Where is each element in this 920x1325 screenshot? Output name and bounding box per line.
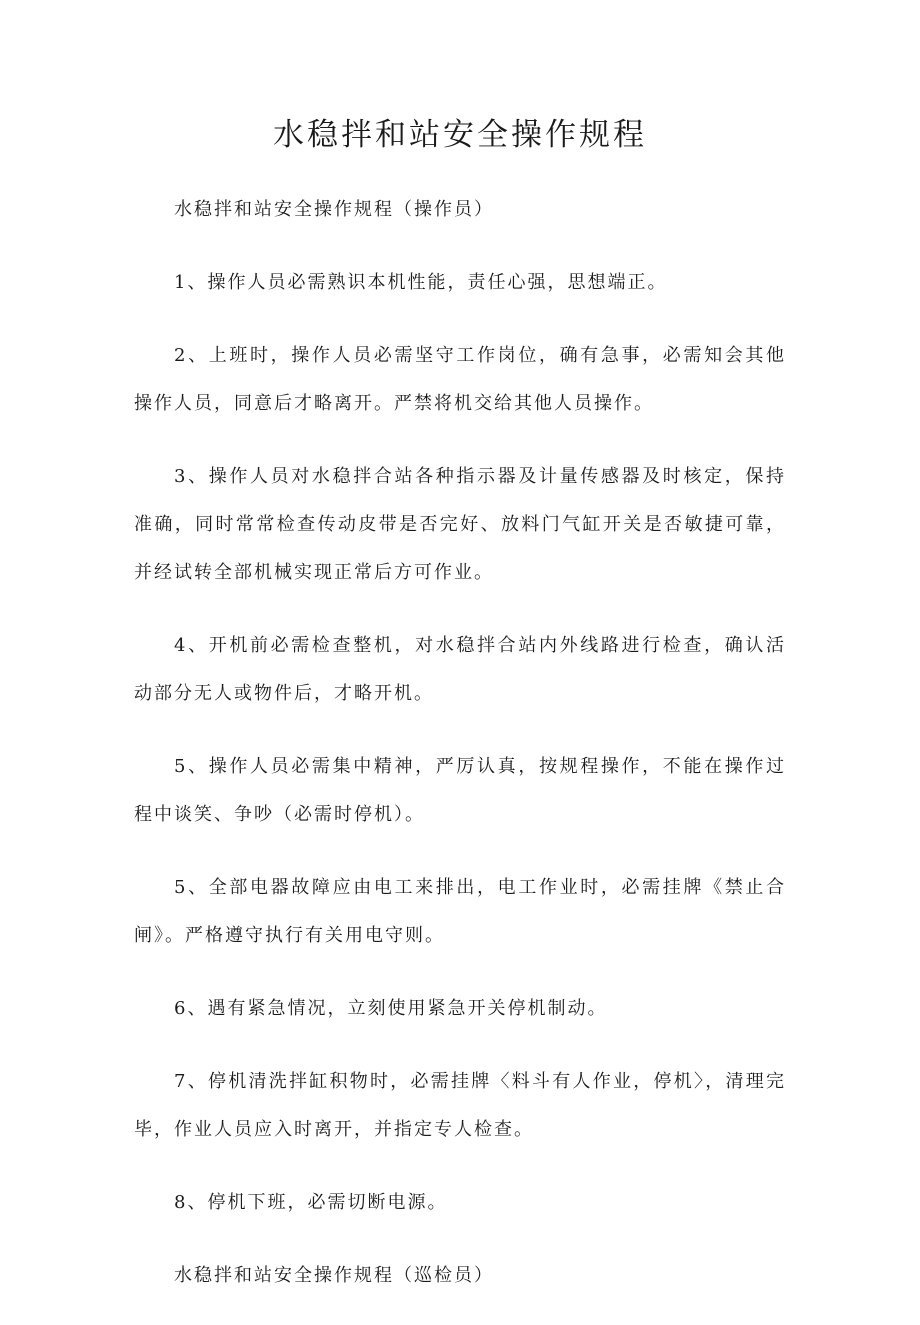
rule-paragraph: 8、停机下班，必需切断电源。 (174, 1192, 448, 1213)
rule-paragraph: 6、遇有紧急情况，立刻使用紧急开关停机制动。 (174, 998, 608, 1019)
rule-paragraph: 1、操作人员必需熟识本机性能，责任心强，思想端正。 (174, 272, 668, 293)
section-heading-operator: 水稳拌和站安全操作规程（操作员） (174, 199, 494, 220)
rule-paragraph: 5、操作人员必需集中精神，严厉认真，按规程操作，不能在操作过程中谈笑、争吵（必需时停机）。 (134, 756, 786, 825)
rule-paragraph: 2、上班时，操作人员必需坚守工作岗位，确有急事，必需知会其他操作人员，同意后才略离开。严禁将机交给其他人员操作。 (134, 345, 786, 414)
rule-paragraph: 7、停机清洗拌缸积物时，必需挂牌〈料斗有人作业，停机〉，清理完毕，作业人员应入时离开，并指定专人检查。 (134, 1071, 786, 1140)
rule-paragraph: 5、全部电器故障应由电工来排出，电工作业时，必需挂牌《禁止合闸》。严格遵守执行有关用电守则。 (134, 877, 786, 946)
section-heading-inspector: 水稳拌和站安全操作规程（巡检员） (174, 1265, 494, 1286)
rule-paragraph: 3、操作人员对水稳拌合站各种指示器及计量传感器及时核定，保持准确，同时常常检查传动皮带是否完好、放料门气缸开关是否敏捷可靠，并经试转全部机械实现正常后方可作业。 (134, 466, 786, 583)
rule-paragraph: 4、开机前必需检查整机，对水稳拌合站内外线路进行检查，确认活动部分无人或物件后，才略开机。 (134, 635, 786, 704)
document-body (134, 186, 786, 1325)
document-title: 水稳拌和站安全操作规程 (273, 117, 647, 153)
